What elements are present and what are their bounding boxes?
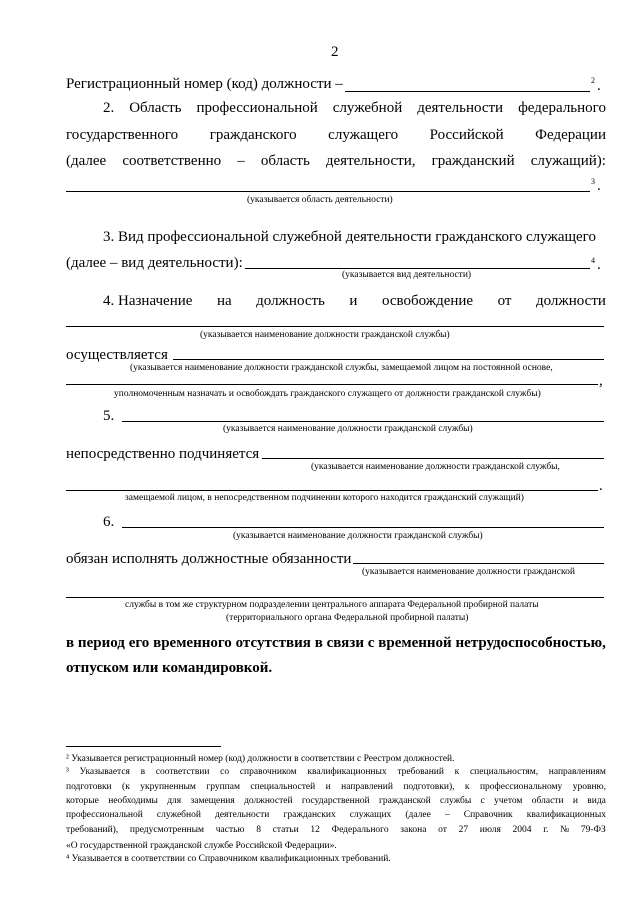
section5-position-field[interactable] [122, 421, 604, 422]
word: со [220, 767, 230, 777]
word: Российской [429, 127, 504, 143]
word: Область [129, 100, 182, 116]
word: профессиональному [479, 782, 563, 792]
word: замещения [190, 796, 235, 806]
word: должности [535, 293, 606, 309]
section2-line2 [66, 127, 606, 144]
reg-number-end: . [597, 78, 601, 94]
section6-caption2: (указывается наименование должности гражданской [362, 567, 575, 577]
word: группам [206, 782, 240, 792]
footnote-separator [66, 746, 221, 747]
word: 27 [458, 825, 469, 835]
word: период [77, 635, 125, 651]
word: области [531, 796, 564, 806]
word: специальностей [250, 782, 316, 792]
word: подготовки [66, 782, 112, 792]
footnote-3-line [66, 810, 606, 820]
section6-position-field[interactable] [122, 527, 604, 528]
word: квалификационных [307, 767, 387, 777]
section4-line1 [103, 293, 606, 310]
word: 2004 [512, 825, 532, 835]
word: с [480, 796, 485, 806]
footnote-mark-2: 2 [591, 76, 595, 85]
word: и [349, 293, 358, 309]
word: гражданской [378, 796, 431, 806]
reg-number-label: Регистрационный номер (код) должности – [66, 76, 343, 92]
word: с [367, 635, 375, 651]
word: в [314, 635, 323, 651]
word: должность [256, 293, 325, 309]
word: и [572, 796, 578, 806]
section2-end: . [597, 178, 601, 194]
section6-caption1: (указывается наименование должности гражданской службы) [233, 531, 483, 541]
word: служащих [349, 810, 392, 820]
word: служащего [328, 127, 399, 143]
word: – [444, 810, 450, 820]
section4-label: осуществляется [66, 347, 168, 363]
footnote-mark-3: 3 [591, 177, 595, 186]
word: гражданского [209, 127, 297, 143]
section4-comma: , [599, 373, 603, 389]
word: подготовки), [403, 782, 455, 792]
section6-caption4: (территориального органа Федеральной пробирной палаты) [226, 613, 469, 623]
word: федерального [518, 100, 606, 116]
word: отсутствия [235, 635, 311, 651]
word: к [454, 767, 460, 777]
substitute-position-field-2[interactable] [66, 597, 604, 598]
word: Федерации [535, 127, 606, 143]
word: направлений [341, 782, 393, 792]
area-of-activity-field[interactable] [66, 191, 590, 192]
word: нетрудоспособностью, [455, 635, 606, 651]
word: служебной [156, 810, 201, 820]
section5-caption3: замещаемой лицом, в непосредственном подчинении которого находится гражданский служащий) [125, 493, 524, 503]
section6-label: обязан исполнять должностные обязанности [66, 551, 352, 567]
word: (далее [405, 810, 431, 820]
section2-line1 [103, 100, 606, 117]
reg-number-field[interactable] [345, 91, 590, 92]
word: 2. [103, 100, 115, 116]
footnote-4: ⁴ Указывается в соответствии со Справочником квалификационных требований. [66, 854, 391, 864]
word: служебной [332, 100, 403, 116]
word: деятельности [215, 810, 270, 820]
word: необходимы [108, 796, 158, 806]
word: № [560, 825, 570, 835]
word: от [438, 825, 447, 835]
word: закона [400, 825, 427, 835]
supervisor-position-field-2[interactable] [66, 490, 598, 491]
footnote-3-last: «О государственной гражданской службе Российской Федерации». [66, 841, 337, 851]
word: г. [543, 825, 549, 835]
word: от [497, 293, 512, 309]
word: область [260, 153, 310, 169]
word: учетом [494, 796, 523, 806]
word: Федерального [331, 825, 389, 835]
word: деятельности [417, 100, 504, 116]
section5-label: непосредственно подчиняется [66, 446, 260, 462]
word: профессиональной [196, 100, 318, 116]
word: 12 [310, 825, 320, 835]
page-number: 2 [331, 44, 339, 60]
footnote-mark-4: 4 [591, 256, 595, 265]
word: в [140, 767, 146, 777]
word: на [216, 293, 232, 309]
type-of-activity-field[interactable] [245, 268, 590, 269]
word: 4. Назначение [103, 293, 193, 309]
footnote-3-line [66, 767, 606, 777]
closing-line2: отпуском или командировкой. [66, 660, 273, 676]
word: укрупненным [140, 782, 196, 792]
section4-caption1: (указывается наименование должности гражданской службы) [200, 330, 450, 340]
section3-label: (далее – вид деятельности): [66, 255, 243, 271]
word: временной [378, 635, 452, 651]
word: к [464, 782, 470, 792]
word: уровню, [572, 782, 606, 792]
word: которые [66, 796, 99, 806]
word: вида [587, 796, 606, 806]
word: государственного [66, 127, 179, 143]
word: предусмотренным [129, 825, 205, 835]
area-caption: (указывается область деятельности) [247, 195, 393, 205]
word: гражданских [283, 810, 336, 820]
appointing-position-field[interactable] [66, 326, 604, 327]
section5-dot: . [599, 478, 603, 494]
footnote-3-line [66, 825, 606, 835]
word: Указывается [79, 767, 130, 777]
word: служащий): [530, 153, 606, 169]
footnote-2: ² Указывается регистрационный номер (код) должности в соответствии с Реестром должностей. [66, 754, 455, 764]
section4-caption3: уполномоченным назначать и освобождать гражданского служащего от должности гражданской службы) [114, 389, 541, 399]
performer-position-field[interactable] [173, 359, 604, 360]
word: направлениям [548, 767, 606, 777]
word: освобождение [381, 293, 474, 309]
word: ³ [66, 767, 69, 777]
word: 79-ФЗ [580, 825, 606, 835]
word: справочником [239, 767, 297, 777]
footnote-3-line [66, 782, 606, 792]
word: гражданский [431, 153, 515, 169]
word: службы [440, 796, 472, 806]
section6-caption3: службы в том же структурном подразделении центрального аппарата Федеральной пробирной палаты [125, 600, 539, 610]
word: для [167, 796, 182, 806]
section5-caption2: (указывается наименование должности гражданской службы, [311, 462, 560, 472]
section6-number: 6. [103, 514, 115, 530]
supervisor-position-field[interactable] [262, 458, 604, 459]
word: и [325, 782, 331, 792]
word: статьи [272, 825, 299, 835]
section5-number: 5. [103, 408, 115, 424]
word: квалификационных [526, 810, 606, 820]
footnote-3-line [66, 796, 606, 806]
word: требований [397, 767, 444, 777]
word: – [237, 153, 245, 169]
section2-line3 [66, 153, 606, 170]
section3-end: . [597, 257, 601, 273]
word: требований), [66, 825, 119, 835]
word: его [128, 635, 150, 651]
word: частью [215, 825, 245, 835]
word: в [66, 635, 75, 651]
type-caption: (указывается вид деятельности) [342, 270, 472, 280]
word: временного [153, 635, 232, 651]
word: (к [122, 782, 130, 792]
substitute-position-field[interactable] [353, 563, 604, 564]
word: Справочник [463, 810, 513, 820]
word: 8 [256, 825, 261, 835]
word: должностей [244, 796, 293, 806]
word: (далее [66, 153, 107, 169]
closing-line1 [66, 635, 606, 652]
word: профессиональной [66, 810, 143, 820]
section4-caption2: (указывается наименование должности гражданской службы, замещаемой лицом на постоянной основе, [130, 363, 553, 373]
word: деятельности, [325, 153, 416, 169]
section5-caption1: (указывается наименование должности гражданской службы) [223, 424, 473, 434]
word: специальностям, [469, 767, 539, 777]
word: июля [479, 825, 501, 835]
word: соответствии [155, 767, 210, 777]
performer-position-field-2[interactable] [66, 384, 598, 385]
word: государственной [301, 796, 370, 806]
word: связи [326, 635, 364, 651]
word: соответственно [122, 153, 222, 169]
section3-line1: 3. Вид профессиональной служебной деятельности гражданского служащего [103, 229, 596, 245]
